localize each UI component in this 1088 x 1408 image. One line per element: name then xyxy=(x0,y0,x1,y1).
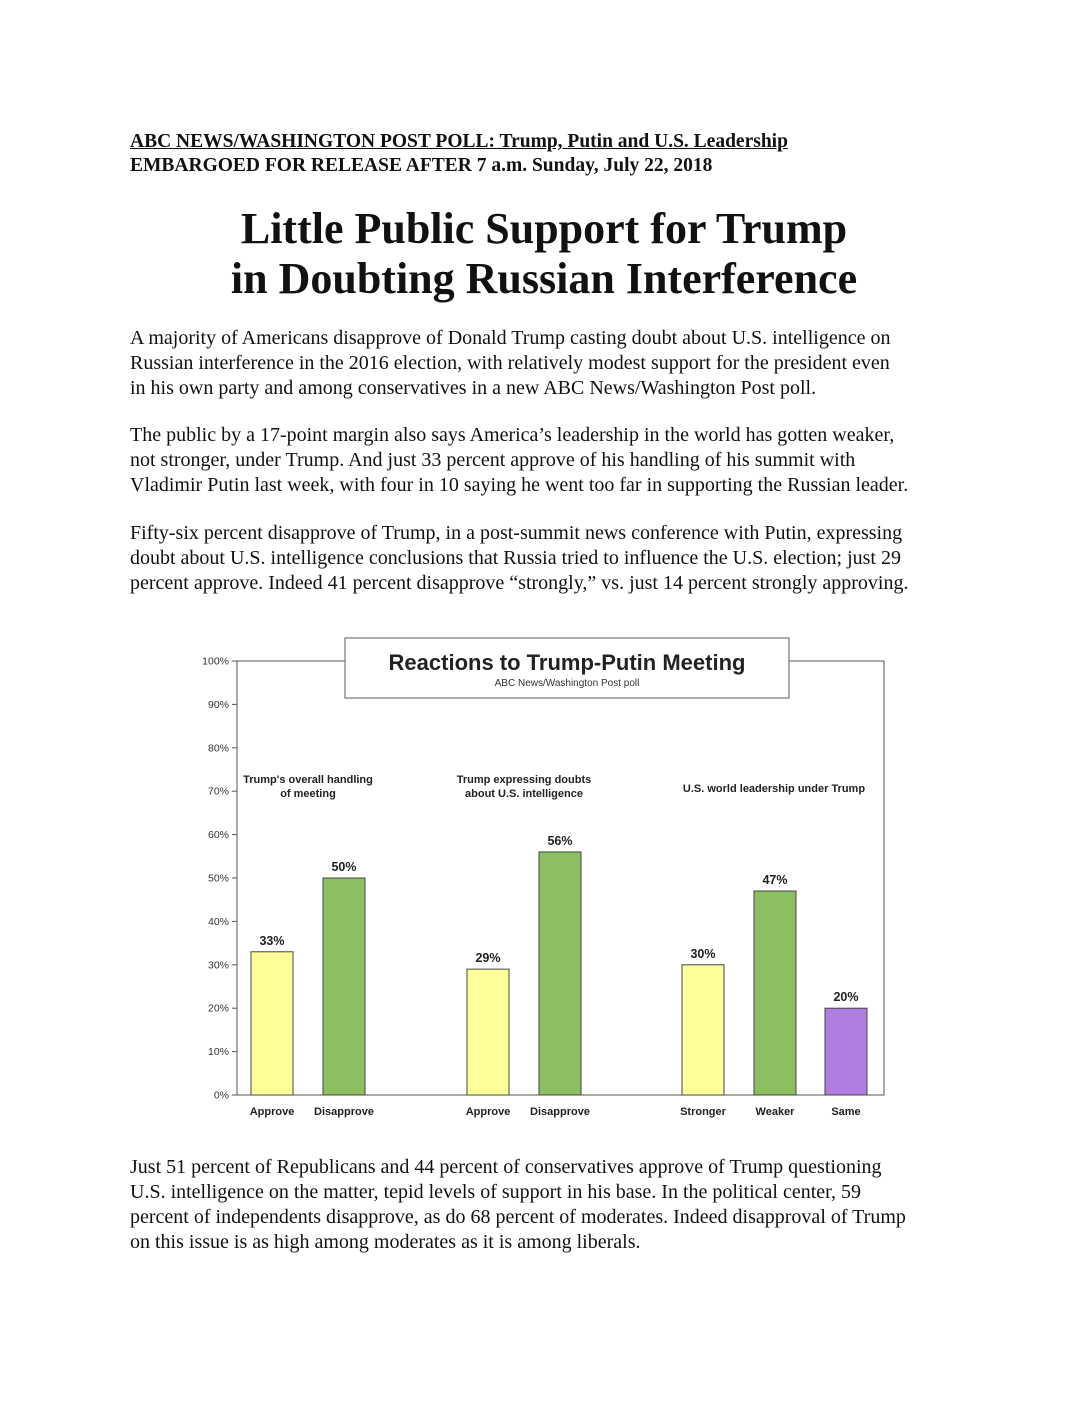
paragraph-line: on this issue is as high among moderates as it is among liberals. xyxy=(130,1231,641,1253)
paragraph-line: percent of independents disapprove, as do 68 percent of moderates. Indeed disapproval of Trump xyxy=(130,1206,906,1228)
group-label: Trump expressing doubts xyxy=(456,774,592,786)
y-tick-label: 90% xyxy=(207,698,229,711)
group-label: U.S. world leadership under Trump xyxy=(682,783,866,795)
bar xyxy=(825,1008,867,1095)
paragraph-2 xyxy=(130,423,975,498)
y-tick-label: 30% xyxy=(207,959,229,972)
paragraph-3 xyxy=(130,521,975,596)
embargo-notice: EMBARGOED FOR RELEASE AFTER 7 a.m. Sunday, July 22, 2018 xyxy=(130,155,713,176)
headline-line-2: in Doubting Russian Interference xyxy=(230,254,858,303)
paragraph-line: Vladimir Putin last week, with four in 10 saying he went too far in supporting the Russian leader. xyxy=(130,474,909,496)
bar xyxy=(754,891,796,1095)
category-label: Approve xyxy=(465,1106,511,1118)
paragraph-4 xyxy=(130,1155,975,1255)
y-tick-label: 80% xyxy=(207,742,229,755)
category-label: Stronger xyxy=(680,1106,726,1118)
paragraph-line: Russian interference in the 2016 election, with relatively modest support for the president even xyxy=(130,352,890,374)
y-tick-label: 20% xyxy=(207,1002,229,1015)
y-tick-label: 70% xyxy=(207,785,229,798)
y-tick-label: 100% xyxy=(202,655,229,668)
bar xyxy=(251,952,293,1095)
bar-value-label: 30% xyxy=(690,946,716,961)
bar xyxy=(539,852,581,1095)
y-tick-label: 50% xyxy=(207,872,229,885)
category-label: Weaker xyxy=(755,1106,795,1118)
category-label: Disapprove xyxy=(530,1106,590,1118)
y-tick-label: 60% xyxy=(207,829,229,842)
paragraph-line: Just 51 percent of Republicans and 44 percent of conservatives approve of Trump questioning xyxy=(130,1156,882,1178)
bar xyxy=(467,969,509,1095)
poll-header-title: ABC NEWS/WASHINGTON POST POLL: Trump, Putin and U.S. Leadership xyxy=(130,131,788,152)
paragraph-line: not stronger, under Trump. And just 33 percent approve of his handling of his summit with xyxy=(130,449,856,471)
category-label: Disapprove xyxy=(314,1106,374,1118)
category-label: Same xyxy=(831,1106,861,1118)
chart-title: Reactions to Trump-Putin Meeting xyxy=(388,650,746,675)
category-label: Approve xyxy=(249,1106,295,1118)
paragraph-line: The public by a 17-point margin also says America’s leadership in the world has gotten weaker, xyxy=(130,424,895,446)
bar-value-label: 20% xyxy=(833,990,859,1005)
bar xyxy=(323,878,365,1095)
headline xyxy=(0,204,1088,304)
bar-value-label: 33% xyxy=(259,933,285,948)
poll-header xyxy=(130,130,788,178)
bar-value-label: 50% xyxy=(331,860,357,874)
paragraph-line: percent approve. Indeed 41 percent disapprove “strongly,” vs. just 14 percent strongly approving. xyxy=(130,572,909,594)
chart-subtitle: ABC News/Washington Post poll xyxy=(494,678,640,689)
y-tick-label: 0% xyxy=(213,1089,229,1102)
bar-chart-svg xyxy=(180,634,910,1134)
paragraph-line: U.S. intelligence on the matter, tepid levels of support in his base. In the political center, 59 xyxy=(130,1181,861,1203)
bar-value-label: 56% xyxy=(547,833,573,848)
bar-value-label: 47% xyxy=(762,873,788,888)
bar-chart xyxy=(180,634,910,1134)
paragraph-line: Fifty-six percent disapprove of Trump, in a post-summit news conference with Putin, expressing xyxy=(130,522,903,544)
paragraph-line: A majority of Americans disapprove of Donald Trump casting doubt about U.S. intelligence on xyxy=(130,327,891,349)
group-label: of meeting xyxy=(280,788,336,800)
y-tick-label: 40% xyxy=(207,915,229,928)
group-label: about U.S. intelligence xyxy=(465,788,583,800)
bar-value-label: 29% xyxy=(475,951,501,966)
group-label: Trump's overall handling xyxy=(243,774,373,786)
paragraph-1 xyxy=(130,326,975,401)
headline-line-1: Little Public Support for Trump xyxy=(240,204,848,253)
paragraph-line: doubt about U.S. intelligence conclusions that Russia tried to influence the U.S. election; just 29 xyxy=(130,547,901,569)
bar xyxy=(682,965,724,1095)
y-tick-label: 10% xyxy=(207,1046,229,1059)
paragraph-line: in his own party and among conservatives in a new ABC News/Washington Post poll. xyxy=(130,377,817,399)
